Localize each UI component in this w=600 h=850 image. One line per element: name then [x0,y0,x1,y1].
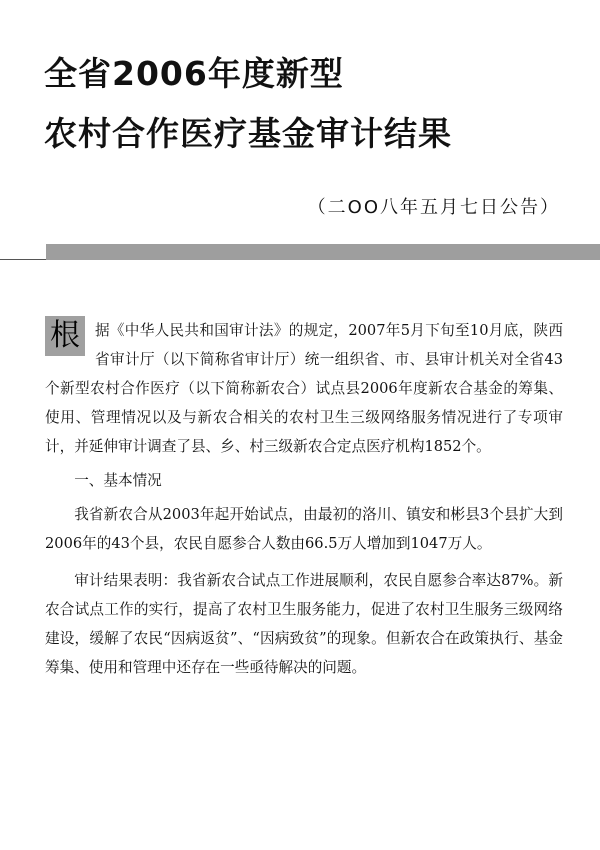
section-paragraph-2: 审计结果表明：我省新农合试点工作进展顺利，农民自愿参合率达87%。新农合试点工作的实行，提高了农村卫生服务能力，促进了农村卫生服务三级网络建设，缓解了农民“因病返贫”、“因病致贫”的现象。但新农合在政策执行、基金筹集、使用和管理中还存在一些亟待解决的问题。 [45,572,563,676]
intro-text: 据《中华人民共和国审计法》的规定，2007年5月下旬至10月底，陕西省审计厅（以下简称省审计厅）统一组织省、市、县审计机关对全省43个新型农村合作医疗（以下简称新农合）试点县2006年度新农合基金的筹集、使用、管理情况以及与新农合相关的农村卫生三级网络服务情况进行了专项审计，并延伸审计调查了县、乡、村三级新农合定点医疗机构1852个。 [45,322,563,455]
announcement-date: （二OO八年五月七日公告） [307,197,560,218]
title-line-2: 农村合作医疗基金审计结果 [44,114,452,153]
drop-cap: 根 [45,316,85,356]
section-paragraph-1: 我省新农合从2003年起开始试点，由最初的洛川、镇安和彬县3个县扩大到2006年的43个县，农民自愿参合人数由66.5万人增加到1047万人。 [45,506,563,552]
article-body [45,304,563,682]
title-line-1: 全省2006年度新型 [44,54,344,93]
header-gray-bar [46,244,600,260]
section-heading: 一、基本情况 [74,472,162,489]
header-rule-line [0,259,46,260]
intro-paragraph [45,304,563,461]
